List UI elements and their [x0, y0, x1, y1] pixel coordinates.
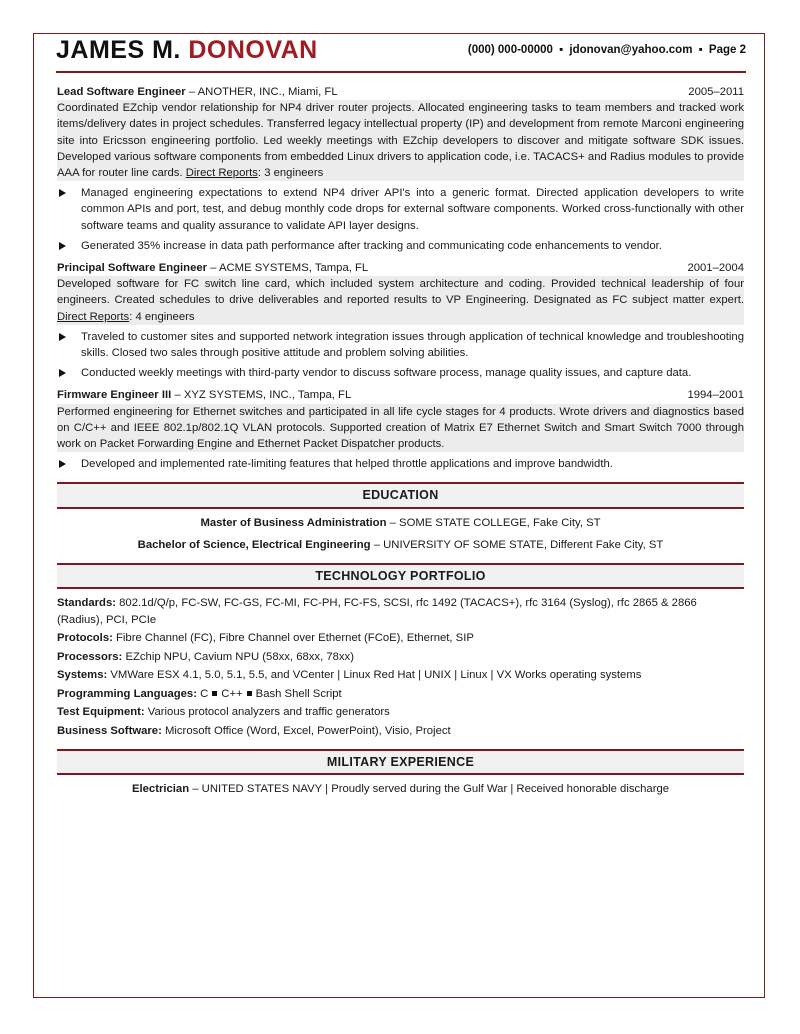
tech-test-equipment [57, 704, 744, 721]
military-detail: – UNITED STATES NAVY | Proudly served during the Gulf War | Received honorable discharge [189, 783, 670, 796]
job-dates: 1994–2001 [687, 389, 744, 402]
reports-value: : 4 engineers [129, 310, 195, 323]
job-bullets [57, 456, 744, 472]
bullet-triangle-icon [59, 369, 66, 377]
email: jdonovan@yahoo.com [569, 44, 693, 56]
summary-text: Developed software for FC switch line card, which included system architecture and coding. Provided technical leadership of four engineers. Created schedules to drive deliverables and reported results to VP Engineering. Designated as FC subject matter expert. [57, 278, 744, 307]
candidate-name [56, 36, 318, 65]
bullet-text: Managed engineering expectations to extend NP4 driver API's into a generic format. Directed application developers to write common APIs and port, test, and debug monthly code drops for external software components. Worked cross-functionally with other software teams and quality assurance to validate API layer designs. [81, 187, 744, 232]
bullet-text: Traveled to customer sites and supported network integration issues through application of technical knowledge and troubleshooting skills. Closed two sales through positive attitude and problem solving abilities. [81, 330, 744, 360]
tech-label: Protocols: [57, 632, 113, 645]
job-summary [57, 276, 744, 325]
job-entry [57, 387, 744, 472]
job-company: – ACME SYSTEMS, Tampa, FL [207, 262, 369, 275]
bullet-triangle-icon [59, 189, 66, 197]
header-divider [56, 71, 746, 73]
tech-value: EZchip NPU, Cavium NPU (58xx, 68xx, 78xx) [122, 650, 354, 663]
phone: (000) 000-00000 [467, 44, 553, 56]
first-name: JAMES M. [56, 36, 181, 64]
military-item [57, 781, 744, 797]
technology-heading: TECHNOLOGY PORTFOLIO [57, 563, 744, 589]
tech-value: C++ [221, 687, 243, 700]
job-company: – XYZ SYSTEMS, INC., Tampa, FL [171, 389, 352, 402]
tech-label: Programming Languages: [57, 687, 197, 700]
tech-standards [57, 595, 744, 628]
tech-business-software [57, 723, 744, 740]
tech-label: Standards: [57, 597, 117, 610]
job-header [57, 84, 744, 100]
tech-systems [57, 667, 744, 684]
bullet-triangle-icon [59, 333, 66, 341]
job-dates: 2005–2011 [688, 86, 744, 98]
job-title: Firmware Engineer III [57, 389, 172, 402]
job-header [57, 260, 744, 276]
square-bullet-icon [247, 691, 252, 696]
degree: Bachelor of Science, Electrical Engineering [137, 538, 371, 551]
bullet-text: Conducted weekly meetings with third-party vendor to discuss software process, manage quality issues, and capture data. [81, 367, 692, 380]
technology-list [57, 595, 744, 739]
reports-value: : 3 engineers [257, 167, 324, 180]
tech-value: 802.1d/Q/p, FC-SW, FC-GS, FC-MI, FC-PH, FC-FS, SCSI, rfc 1492 (TACACS+), rfc 3164 (Syslog), rfc 2865 & 2866 (Radius), PCI, PCIe [57, 597, 697, 626]
bullet-text: Developed and implemented rate-limiting features that helped throttle applications and improve bandwidth. [81, 458, 613, 471]
education-item [57, 515, 744, 531]
separator-icon: ▪ [698, 44, 703, 56]
job-entry [57, 260, 744, 381]
degree: Master of Business Administration [200, 516, 387, 529]
military-heading: MILITARY EXPERIENCE [57, 749, 744, 775]
tech-label: Test Equipment: [57, 706, 145, 719]
job-company: – ANOTHER, INC., Miami, FL [185, 86, 338, 98]
separator-icon: ▪ [559, 44, 564, 56]
square-bullet-icon [212, 691, 217, 696]
summary-text: Coordinated EZchip vendor relationship for NP4 driver router projects. Allocated engineering tasks to team members and tracked work items/delivery dates in project schedules. Transferred legacy intellectual property (IP) and development from remote Marconi engineering site into Ericsson engineering portfolio. Led weekly meetings with EZchip developers to discover and mitigate software SDK issues. Developed various software components from embedded Linux drivers to application code, i.e. TACACS+ and Radius modules to provide AAA for router line cards. [57, 102, 744, 180]
list-item [57, 365, 744, 381]
tech-label: Processors: [57, 650, 123, 663]
military-role: Electrician [131, 783, 190, 796]
tech-label: Business Software: [57, 724, 162, 737]
tech-value: Bash Shell Script [255, 687, 342, 700]
job-summary [57, 100, 744, 181]
education-item [57, 537, 744, 553]
tech-value: Microsoft Office (Word, Excel, PowerPoint), Visio, Project [161, 724, 451, 737]
school: – SOME STATE COLLEGE, Fake City, ST [386, 516, 601, 529]
tech-processors [57, 649, 744, 666]
list-item [57, 456, 744, 472]
job-summary: Performed engineering for Ethernet switches and participated in all life cycle stages for 4 products. Wrote drivers and diagnostics based on C/C++ and IEEE 802.1p/802.1Q VLAN protocols. Supported creation of Matrix E7 Ethernet Switch and Smart Switch 7000 through work on Packet Forwarding Engine and Ethernet Packet Dispatcher products. [57, 404, 744, 453]
tech-value: Fibre Channel (FC), Fibre Channel over Ethernet (FCoE), Ethernet, SIP [112, 632, 474, 645]
tech-protocols [57, 630, 744, 647]
job-title: Principal Software Engineer [57, 262, 208, 275]
list-item [57, 238, 744, 254]
reports-label: Direct Reports [57, 310, 130, 323]
job-bullets [57, 185, 744, 254]
tech-programming [57, 686, 744, 703]
reports-label: Direct Reports [185, 167, 258, 180]
job-bullets [57, 329, 744, 382]
bullet-triangle-icon [59, 242, 66, 250]
last-name: DONOVAN [188, 36, 318, 64]
tech-value: VMWare ESX 4.1, 5.0, 5.1, 5.5, and VCenter | Linux Red Hat | UNIX | Linux | VX Works operating systems [107, 669, 642, 682]
job-dates: 2001–2004 [687, 262, 744, 275]
contact-info [468, 44, 746, 56]
tech-label: Systems: [57, 669, 108, 682]
page-number: Page 2 [708, 44, 746, 56]
tech-value: C [196, 687, 209, 700]
education-heading: EDUCATION [57, 482, 744, 508]
tech-value: Various protocol analyzers and traffic generators [144, 706, 390, 719]
school: – UNIVERSITY OF SOME STATE, Different Fake City, ST [370, 538, 664, 551]
job-title: Lead Software Engineer [57, 86, 186, 98]
job-entry [57, 84, 744, 254]
list-item [57, 329, 744, 361]
bullet-text: Generated 35% increase in data path performance after tracking and communicating code enhancements to vendor. [81, 239, 662, 252]
list-item [57, 185, 744, 234]
job-header [57, 387, 744, 403]
resume-body [57, 84, 744, 798]
bullet-triangle-icon [59, 460, 66, 468]
